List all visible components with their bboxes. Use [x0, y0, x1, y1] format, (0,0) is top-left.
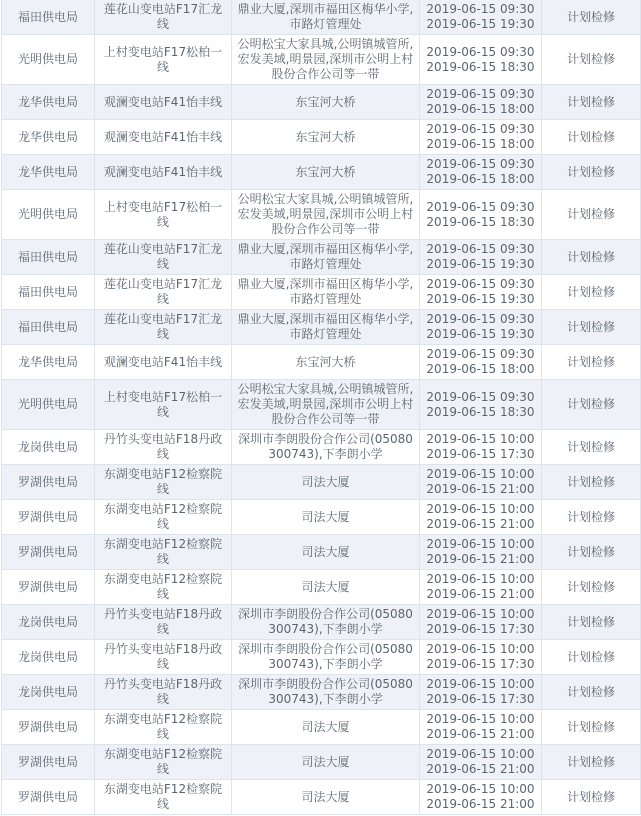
line-cell: 东湖变电站F12检察院线 — [95, 780, 232, 815]
bureau-cell: 罗湖供电局 — [2, 745, 95, 780]
time-cell — [420, 745, 542, 780]
time-cell — [420, 85, 542, 120]
time-start: 2019-06-15 09:30 — [426, 312, 535, 326]
time-cell — [420, 570, 542, 605]
time-end: 2019-06-15 17:30 — [426, 692, 535, 706]
bureau-cell: 龙岗供电局 — [2, 430, 95, 465]
outage-table-body — [2, 0, 641, 815]
time-end: 2019-06-15 19:30 — [426, 257, 535, 271]
time-start: 2019-06-15 09:30 — [426, 87, 535, 101]
status-cell: 计划检修 — [542, 190, 641, 240]
table-row — [2, 85, 641, 120]
area-cell: 司法大厦 — [232, 745, 420, 780]
time-start: 2019-06-15 10:00 — [426, 677, 535, 691]
time-end: 2019-06-15 18:00 — [426, 172, 535, 186]
area-cell: 司法大厦 — [232, 570, 420, 605]
table-row — [2, 535, 641, 570]
bureau-cell: 福田供电局 — [2, 240, 95, 275]
line-cell: 观澜变电站F41怡丰线 — [95, 155, 232, 190]
time-start: 2019-06-15 09:30 — [426, 277, 535, 291]
bureau-cell: 龙岗供电局 — [2, 605, 95, 640]
area-cell: 东宝河大桥 — [232, 85, 420, 120]
time-end: 2019-06-15 19:30 — [426, 292, 535, 306]
table-row — [2, 0, 641, 35]
line-cell: 东湖变电站F12检察院线 — [95, 570, 232, 605]
status-cell: 计划检修 — [542, 275, 641, 310]
area-cell: 深圳市李朗股份合作公司(05080300743),下李朗小学 — [232, 430, 420, 465]
time-start: 2019-06-15 09:30 — [426, 44, 535, 59]
table-row — [2, 345, 641, 380]
table-row — [2, 35, 641, 85]
table-row — [2, 380, 641, 430]
time-cell — [420, 500, 542, 535]
time-end: 2019-06-15 21:00 — [426, 517, 535, 531]
time-end: 2019-06-15 18:00 — [426, 137, 535, 151]
bureau-cell: 罗湖供电局 — [2, 535, 95, 570]
time-start: 2019-06-15 10:00 — [426, 502, 535, 516]
area-cell: 鼎业大厦,深圳市福田区梅华小学,市路灯管理处 — [232, 310, 420, 345]
status-cell: 计划检修 — [542, 380, 641, 430]
area-cell: 东宝河大桥 — [232, 345, 420, 380]
bureau-cell: 龙岗供电局 — [2, 675, 95, 710]
line-cell: 观澜变电站F41怡丰线 — [95, 85, 232, 120]
table-row — [2, 275, 641, 310]
time-cell — [420, 345, 542, 380]
time-cell — [420, 640, 542, 675]
area-cell: 鼎业大厦,深圳市福田区梅华小学,市路灯管理处 — [232, 275, 420, 310]
table-row — [2, 190, 641, 240]
time-start: 2019-06-15 09:30 — [426, 157, 535, 171]
line-cell: 莲花山变电站F17汇龙线 — [95, 310, 232, 345]
table-row — [2, 605, 641, 640]
time-cell — [420, 675, 542, 710]
status-cell: 计划检修 — [542, 120, 641, 155]
bureau-cell: 罗湖供电局 — [2, 500, 95, 535]
time-end: 2019-06-15 18:00 — [426, 362, 535, 376]
time-start: 2019-06-15 09:30 — [426, 199, 535, 214]
time-cell — [420, 430, 542, 465]
outage-table — [1, 0, 641, 815]
time-cell — [420, 380, 542, 430]
line-cell: 莲花山变电站F17汇龙线 — [95, 240, 232, 275]
time-end: 2019-06-15 21:00 — [426, 727, 535, 741]
table-row — [2, 465, 641, 500]
line-cell: 上村变电站F17松柏一线 — [95, 380, 232, 430]
time-cell — [420, 275, 542, 310]
area-cell: 鼎业大厦,深圳市福田区梅华小学,市路灯管理处 — [232, 240, 420, 275]
time-cell — [420, 780, 542, 815]
time-cell — [420, 155, 542, 190]
area-cell: 公明松宝大家具城,公明镇城管所,宏发美域,明景园,深圳市公明上村股份合作公司等一带 — [232, 35, 420, 85]
time-end: 2019-06-15 17:30 — [426, 657, 535, 671]
line-cell: 丹竹头变电站F18丹政线 — [95, 675, 232, 710]
bureau-cell: 龙华供电局 — [2, 120, 95, 155]
bureau-cell: 龙华供电局 — [2, 345, 95, 380]
table-row — [2, 710, 641, 745]
time-start: 2019-06-15 10:00 — [426, 642, 535, 656]
line-cell: 上村变电站F17松柏一线 — [95, 35, 232, 85]
bureau-cell: 福田供电局 — [2, 275, 95, 310]
area-cell: 司法大厦 — [232, 465, 420, 500]
table-row — [2, 675, 641, 710]
area-cell: 公明松宝大家具城,公明镇城管所,宏发美域,明景园,深圳市公明上村股份合作公司等一带 — [232, 380, 420, 430]
time-cell — [420, 190, 542, 240]
bureau-cell: 龙华供电局 — [2, 155, 95, 190]
time-start: 2019-06-15 10:00 — [426, 432, 535, 446]
status-cell: 计划检修 — [542, 745, 641, 780]
area-cell: 公明松宝大家具城,公明镇城管所,宏发美域,明景园,深圳市公明上村股份合作公司等一带 — [232, 190, 420, 240]
area-cell: 深圳市李朗股份合作公司(05080300743),下李朗小学 — [232, 640, 420, 675]
table-row — [2, 155, 641, 190]
status-cell: 计划检修 — [542, 605, 641, 640]
area-cell: 深圳市李朗股份合作公司(05080300743),下李朗小学 — [232, 605, 420, 640]
time-start: 2019-06-15 09:30 — [426, 242, 535, 256]
time-cell — [420, 535, 542, 570]
time-end: 2019-06-15 17:30 — [426, 622, 535, 636]
line-cell: 东湖变电站F12检察院线 — [95, 465, 232, 500]
area-cell: 司法大厦 — [232, 710, 420, 745]
line-cell: 丹竹头变电站F18丹政线 — [95, 605, 232, 640]
bureau-cell: 罗湖供电局 — [2, 465, 95, 500]
time-end: 2019-06-15 17:30 — [426, 447, 535, 461]
time-cell — [420, 605, 542, 640]
time-start: 2019-06-15 10:00 — [426, 607, 535, 621]
bureau-cell: 罗湖供电局 — [2, 570, 95, 605]
time-start: 2019-06-15 09:30 — [426, 122, 535, 136]
time-end: 2019-06-15 21:00 — [426, 797, 535, 811]
line-cell: 丹竹头变电站F18丹政线 — [95, 430, 232, 465]
area-cell: 东宝河大桥 — [232, 155, 420, 190]
status-cell: 计划检修 — [542, 0, 641, 35]
line-cell: 观澜变电站F41怡丰线 — [95, 345, 232, 380]
area-cell: 东宝河大桥 — [232, 120, 420, 155]
time-cell — [420, 0, 542, 35]
status-cell: 计划检修 — [542, 535, 641, 570]
time-start: 2019-06-15 10:00 — [426, 747, 535, 761]
status-cell: 计划检修 — [542, 640, 641, 675]
time-end: 2019-06-15 21:00 — [426, 587, 535, 601]
time-cell — [420, 465, 542, 500]
line-cell: 东湖变电站F12检察院线 — [95, 745, 232, 780]
time-start: 2019-06-15 09:30 — [426, 347, 535, 361]
bureau-cell: 龙岗供电局 — [2, 640, 95, 675]
line-cell: 上村变电站F17松柏一线 — [95, 190, 232, 240]
time-end: 2019-06-15 18:30 — [426, 59, 535, 74]
status-cell: 计划检修 — [542, 310, 641, 345]
status-cell: 计划检修 — [542, 430, 641, 465]
line-cell: 莲花山变电站F17汇龙线 — [95, 0, 232, 35]
table-row — [2, 430, 641, 465]
table-row — [2, 570, 641, 605]
bureau-cell: 光明供电局 — [2, 380, 95, 430]
table-row — [2, 120, 641, 155]
table-row — [2, 745, 641, 780]
bureau-cell: 龙华供电局 — [2, 85, 95, 120]
time-start: 2019-06-15 10:00 — [426, 572, 535, 586]
bureau-cell: 福田供电局 — [2, 0, 95, 35]
time-cell — [420, 710, 542, 745]
table-row — [2, 240, 641, 275]
time-end: 2019-06-15 21:00 — [426, 552, 535, 566]
bureau-cell: 光明供电局 — [2, 190, 95, 240]
line-cell: 东湖变电站F12检察院线 — [95, 500, 232, 535]
time-start: 2019-06-15 10:00 — [426, 712, 535, 726]
area-cell: 司法大厦 — [232, 535, 420, 570]
table-row — [2, 780, 641, 815]
bureau-cell: 罗湖供电局 — [2, 780, 95, 815]
area-cell: 司法大厦 — [232, 780, 420, 815]
time-cell — [420, 310, 542, 345]
time-start: 2019-06-15 09:30 — [426, 2, 535, 16]
line-cell: 丹竹头变电站F18丹政线 — [95, 640, 232, 675]
time-start: 2019-06-15 09:30 — [426, 389, 535, 404]
table-row — [2, 310, 641, 345]
time-end: 2019-06-15 21:00 — [426, 482, 535, 496]
time-cell — [420, 35, 542, 85]
status-cell: 计划检修 — [542, 570, 641, 605]
line-cell: 东湖变电站F12检察院线 — [95, 710, 232, 745]
status-cell: 计划检修 — [542, 35, 641, 85]
status-cell: 计划检修 — [542, 500, 641, 535]
bureau-cell: 罗湖供电局 — [2, 710, 95, 745]
line-cell: 观澜变电站F41怡丰线 — [95, 120, 232, 155]
status-cell: 计划检修 — [542, 155, 641, 190]
table-row — [2, 500, 641, 535]
area-cell: 深圳市李朗股份合作公司(05080300743),下李朗小学 — [232, 675, 420, 710]
bureau-cell: 光明供电局 — [2, 35, 95, 85]
time-end: 2019-06-15 18:30 — [426, 404, 535, 419]
time-cell — [420, 240, 542, 275]
time-start: 2019-06-15 10:00 — [426, 467, 535, 481]
table-row — [2, 640, 641, 675]
time-end: 2019-06-15 18:00 — [426, 102, 535, 116]
time-cell — [420, 120, 542, 155]
status-cell: 计划检修 — [542, 85, 641, 120]
time-end: 2019-06-15 19:30 — [426, 17, 535, 31]
bureau-cell: 福田供电局 — [2, 310, 95, 345]
area-cell: 司法大厦 — [232, 500, 420, 535]
line-cell: 莲花山变电站F17汇龙线 — [95, 275, 232, 310]
status-cell: 计划检修 — [542, 710, 641, 745]
time-start: 2019-06-15 10:00 — [426, 782, 535, 796]
time-end: 2019-06-15 21:00 — [426, 762, 535, 776]
status-cell: 计划检修 — [542, 675, 641, 710]
time-end: 2019-06-15 18:30 — [426, 214, 535, 229]
time-start: 2019-06-15 10:00 — [426, 537, 535, 551]
status-cell: 计划检修 — [542, 465, 641, 500]
line-cell: 东湖变电站F12检察院线 — [95, 535, 232, 570]
status-cell: 计划检修 — [542, 780, 641, 815]
area-cell: 鼎业大厦,深圳市福田区梅华小学,市路灯管理处 — [232, 0, 420, 35]
time-end: 2019-06-15 19:30 — [426, 327, 535, 341]
status-cell: 计划检修 — [542, 240, 641, 275]
status-cell: 计划检修 — [542, 345, 641, 380]
